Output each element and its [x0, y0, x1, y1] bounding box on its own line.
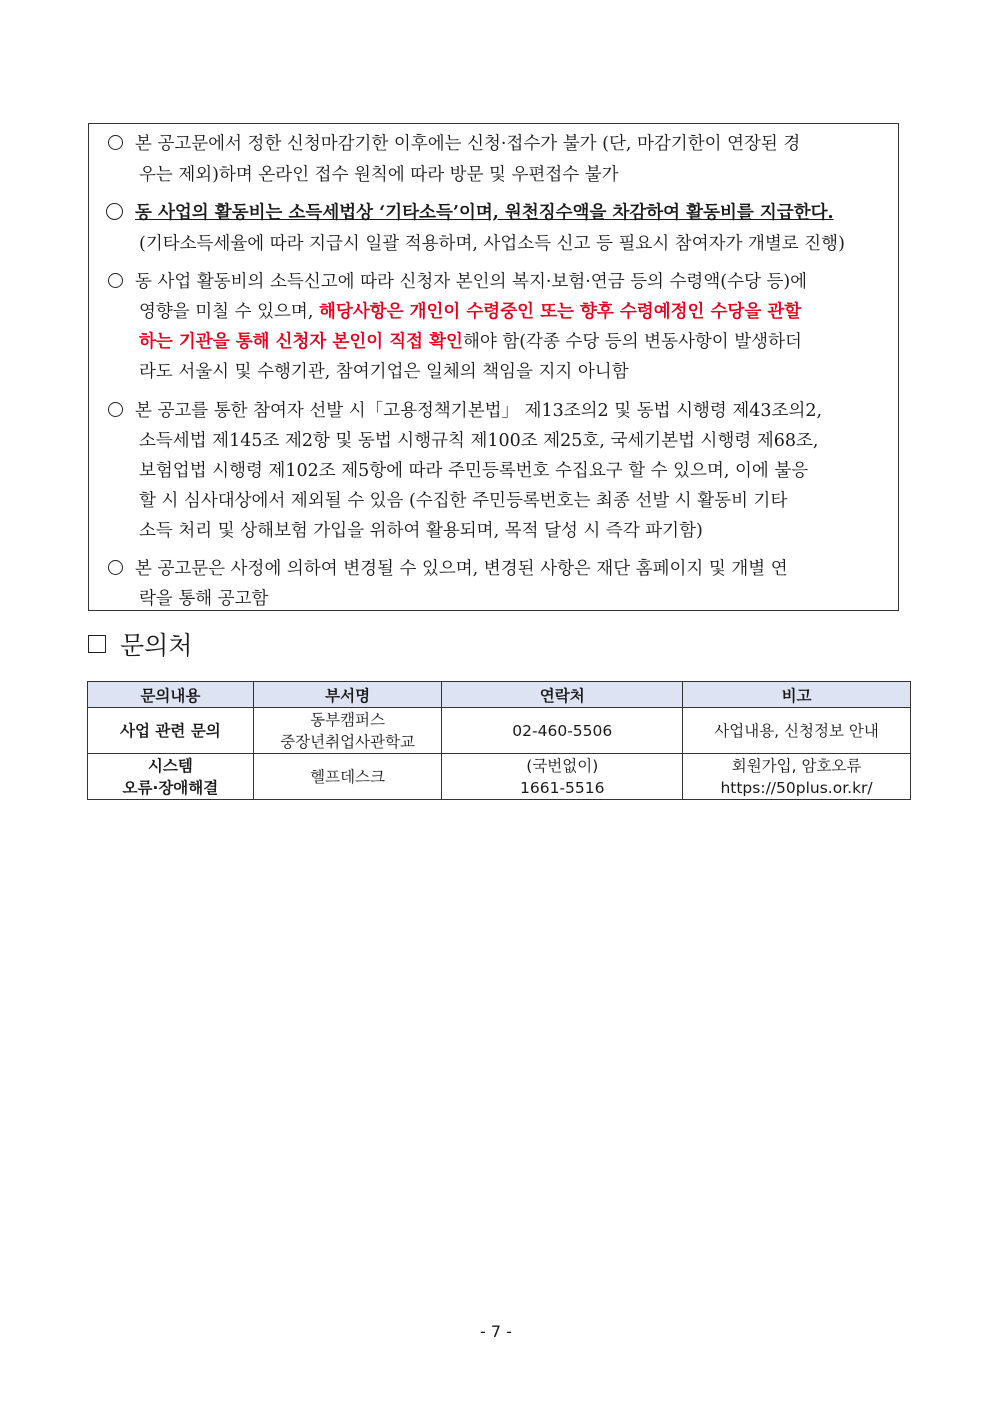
- notice-line: 본 공고문은 사정에 의하여 변경될 수 있으며, 변경된 사항은 재단 홈페이지 및 개별 연: [135, 559, 788, 579]
- row-topic: [88, 754, 254, 800]
- row-note: 사업내용, 신청정보 안내: [683, 708, 911, 754]
- phone-line: 1661-5516: [520, 778, 605, 797]
- contact-section-heading: [88, 626, 192, 662]
- notice-line: 동 사업 활동비의 소득신고에 따라 신청자 본인의 복지·보험·연금 등의 수령액(수당 등)에: [135, 272, 808, 292]
- notice-line: 보험업법 시행령 제102조 제5항에 따라 주민등록번호 수집요구 할 수 있으며, 이에 불응: [139, 461, 809, 481]
- row-department: 헬프데스크: [253, 754, 442, 800]
- notice-line: 락을 통해 공고함: [139, 589, 269, 609]
- contact-table: [87, 681, 911, 800]
- circle-bullet-icon: [106, 203, 123, 220]
- notice-line: 라도 서울시 및 수행기관, 참여기업은 일체의 책임을 지지 아니함: [139, 362, 629, 382]
- circle-bullet-icon: [108, 402, 123, 417]
- row-phone: [442, 754, 683, 800]
- notice-line: 본 공고문에서 정한 신청마감기한 이후에는 신청·접수가 불가 (단, 마감기한이 연장된 경: [135, 134, 801, 154]
- notice-line: (기타소득세율에 따라 지급시 일괄 적용하며, 사업소득 신고 등 필요시 참여자가 개별로 진행): [139, 234, 845, 254]
- topic-line: 시스템: [147, 756, 193, 775]
- notice-line: 할 시 심사대상에서 제외될 수 있음 (수집한 주민등록번호는 최종 선발 시 활동비 기타: [139, 491, 788, 511]
- notice-line: 소득세법 제145조 제2항 및 동법 시행규칙 제100조 제25호, 국세기본법 시행령 제68조,: [139, 431, 819, 451]
- department-line: 동부캠퍼스: [310, 710, 386, 729]
- table-row: [88, 754, 911, 800]
- table-header-row: [88, 682, 911, 708]
- phone-line: (국번없이): [526, 756, 599, 775]
- empty-checkbox-icon: [88, 635, 106, 653]
- column-header: 비고: [683, 682, 911, 708]
- notice-line-emphasis: 동 사업의 활동비는 소득세법상 ‘기타소득’이며, 원천징수액을 차감하여 활동비를 지급한다.: [135, 203, 834, 223]
- circle-bullet-icon: [108, 560, 123, 575]
- notice-warning-text: 하는 기관을 통해 신청자 본인이 직접 확인: [139, 332, 463, 352]
- notice-box: [88, 123, 899, 611]
- row-department: [253, 708, 442, 754]
- notice-text: 영향을 미칠 수 있으며,: [139, 302, 319, 322]
- notice-warning-text: 해당사항은 개인이 수령중인 또는 향후 수령예정인 수당을 관할: [318, 302, 802, 322]
- table-row: [88, 708, 911, 754]
- note-link[interactable]: https://50plus.or.kr/: [720, 778, 873, 797]
- row-note: [683, 754, 911, 800]
- note-line: 회원가입, 암호오류: [731, 756, 862, 775]
- row-topic: 사업 관련 문의: [88, 708, 254, 754]
- notice-line: 소득 처리 및 상해보험 가입을 위하여 활용되며, 목적 달성 시 즉각 파기함): [139, 521, 703, 541]
- notice-line: [139, 297, 801, 327]
- topic-line: 오류·장애해결: [122, 778, 219, 797]
- department-line: 중장년취업사관학교: [280, 732, 415, 751]
- notice-text: 해야 함(각종 수당 등의 변동사항이 발생하더: [462, 332, 802, 352]
- column-header: 부서명: [253, 682, 442, 708]
- notice-line: 본 공고를 통한 참여자 선발 시「고용정책기본법」 제13조의2 및 동법 시행령 제43조의2,: [135, 401, 823, 421]
- notice-line: 우는 제외)하며 온라인 접수 원칙에 따라 방문 및 우편접수 불가: [139, 165, 619, 185]
- row-phone: 02-460-5506: [442, 708, 683, 754]
- circle-bullet-icon: [108, 273, 123, 288]
- contact-heading-text: 문의처: [120, 631, 193, 660]
- circle-bullet-icon: [108, 135, 123, 150]
- column-header: 문의내용: [88, 682, 254, 708]
- page-number: - 7 -: [480, 1322, 512, 1341]
- notice-line: [139, 327, 802, 357]
- column-header: 연락처: [442, 682, 683, 708]
